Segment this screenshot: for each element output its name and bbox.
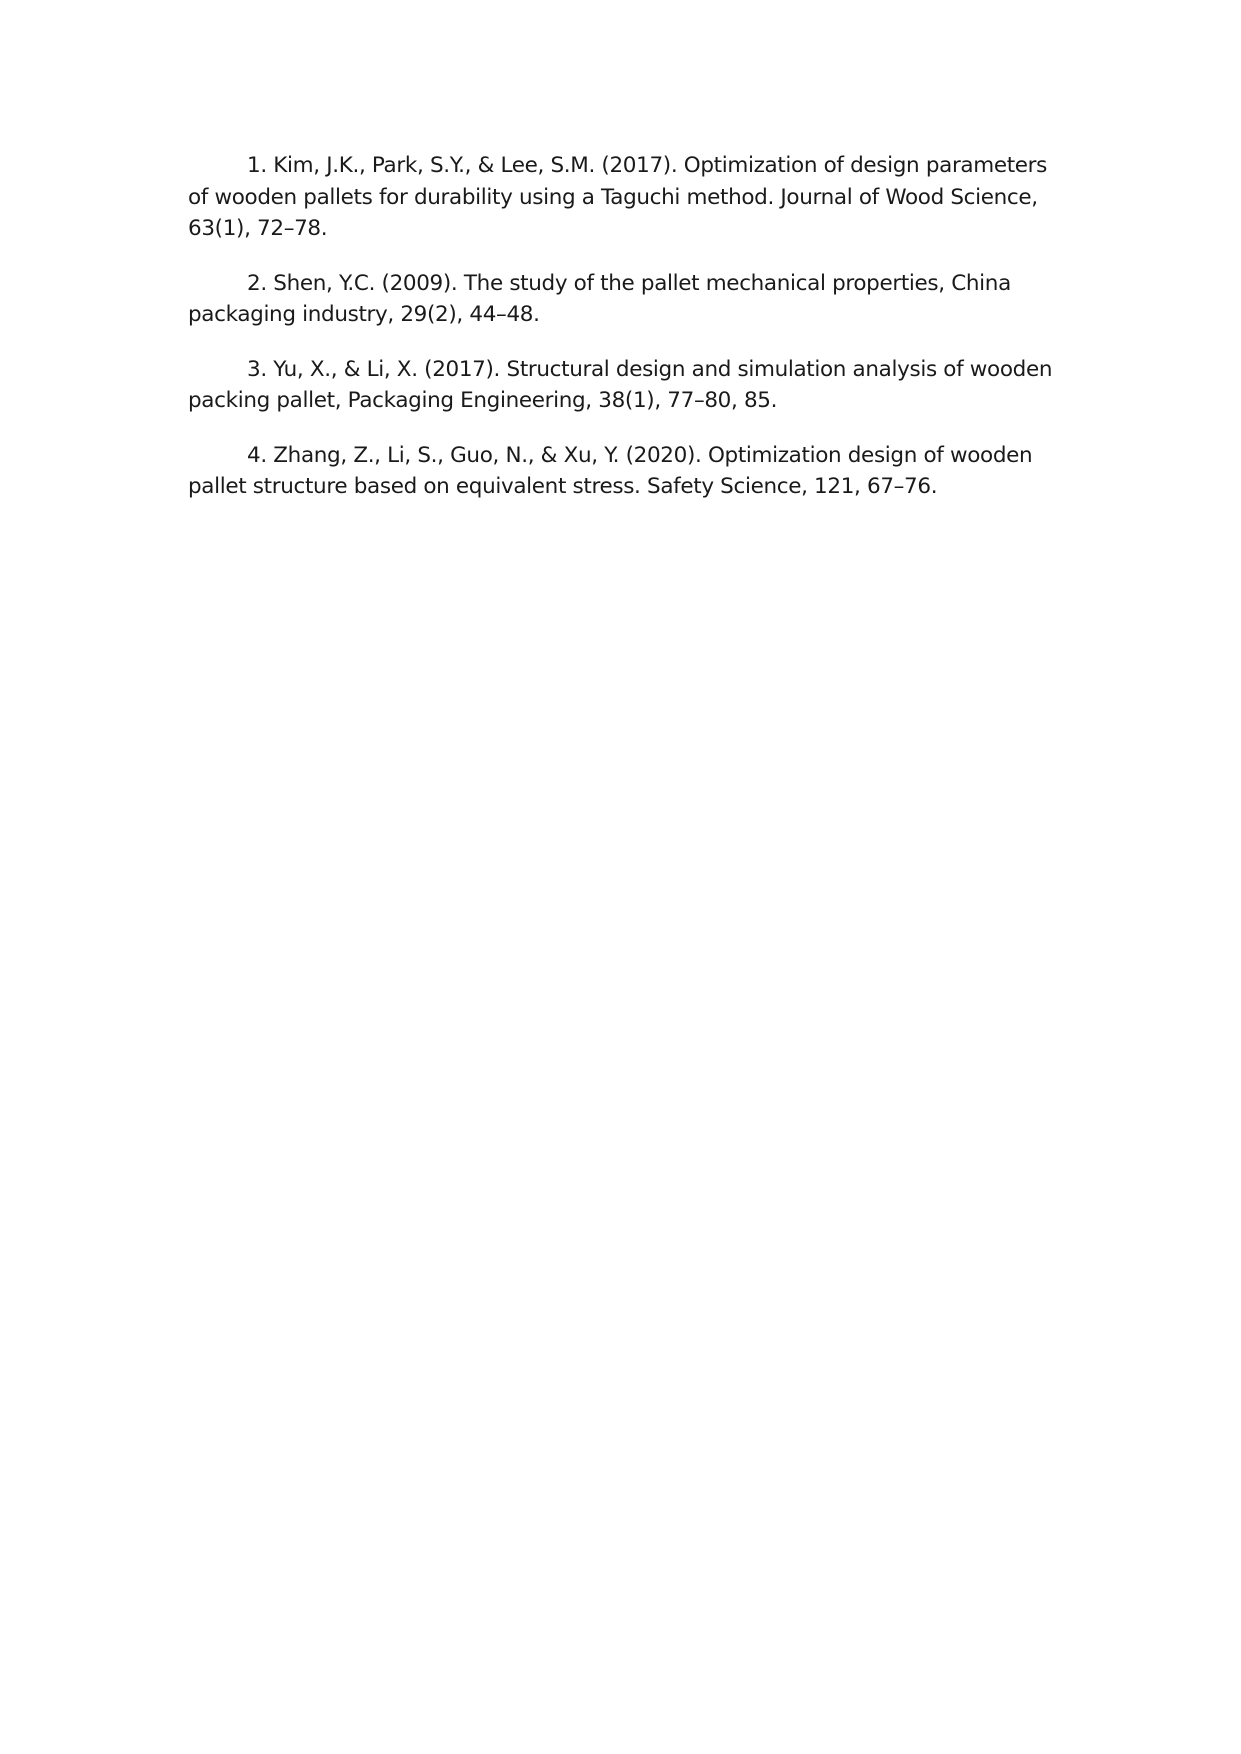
reference-item: 1. Kim, J.K., Park, S.Y., & Lee, S.M. (2017). Optimization of design parameters of wooden pallets for durability using a Taguchi method. Journal of Wood Science, 63(1), 72–78. [188,153,1048,241]
reference-item: 3. Yu, X., & Li, X. (2017). Structural design and simulation analysis of wooden packing pallet, Packaging Engineering, 38(1), 77–80, 85. [188,356,1053,413]
reference-item: 4. Zhang, Z., Li, S., Guo, N., & Xu, Y. (2020). Optimization design of wooden pallet structure based on equivalent stress. Safety Science, 121, 67–76. [188,442,1033,499]
reference-list [188,150,1058,526]
reference-item: 2. Shen, Y.C. (2009). The study of the pallet mechanical properties, China packaging industry, 29(2), 44–48. [188,270,1011,327]
